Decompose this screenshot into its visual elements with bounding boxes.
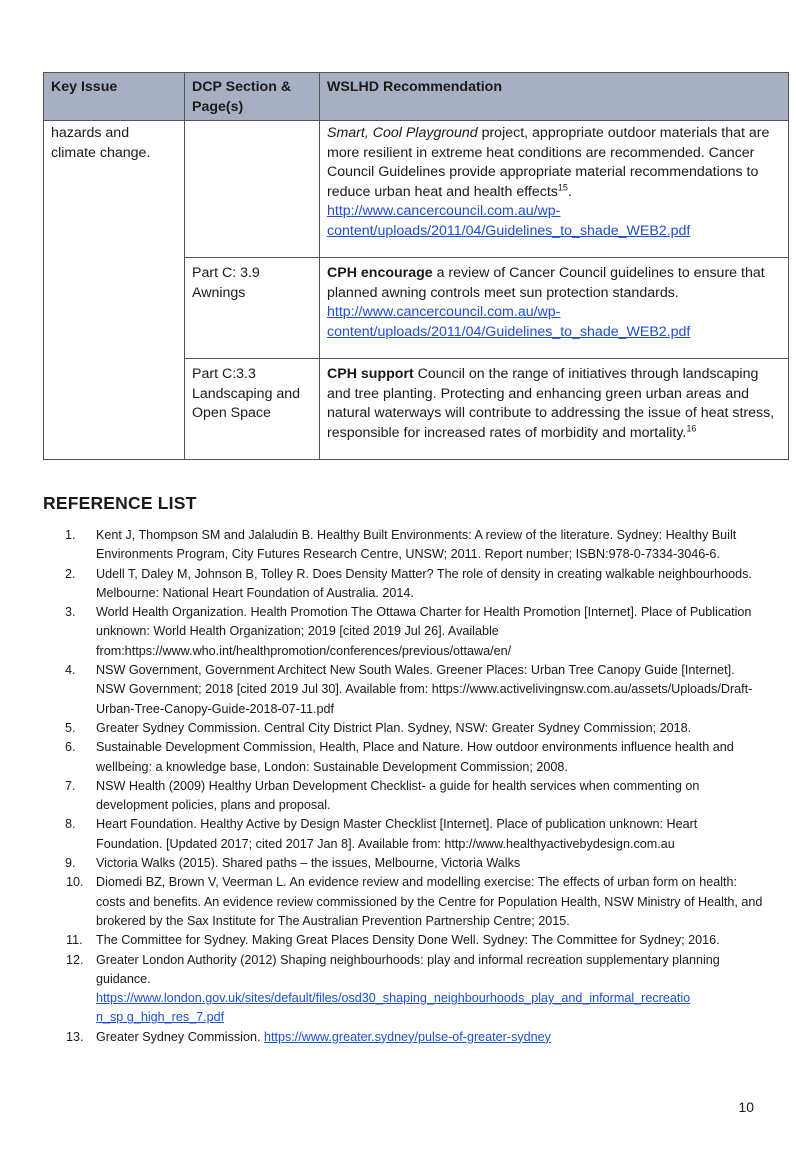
guidelines-link[interactable]	[327, 203, 690, 239]
recommendation-text: project, appropriate outdoor materials that are more resilient in extreme heat conditions are recommended. Cancer Council Guidelines provide appropriate material recommendations to reduce urban heat and health effects	[327, 125, 770, 200]
footnote-ref: 15	[557, 181, 568, 192]
key-issue-text: hazards and climate change.	[51, 125, 151, 161]
recommendation-cell	[320, 258, 789, 359]
reference-list-heading: REFERENCE LIST	[43, 493, 197, 513]
reference-text: Diomedi BZ, Brown V, Veerman L. An evidence review and modelling exercise: The effects of urban form on health: costs and benefits. An evidence review commissioned by the Centre for Population Health, NSW Ministry of Health, and brokered by the Sax Institute for The Australian Prevention Partnership Centre; 2015.	[96, 875, 763, 928]
reference-text: Victoria Walks (2015). Shared paths – the issues, Melbourne, Victoria Walks	[96, 856, 521, 871]
sentence-end: .	[567, 183, 572, 200]
page-number: 10	[738, 1099, 754, 1115]
guidelines-link[interactable]	[327, 304, 690, 340]
reference-text: World Health Organization. Health Promotion The Ottawa Charter for Health Promotion [Internet]. Place of Publication unknown: World Health Organization; 2019 [cited 2019 Jul 26]. Available from:https://www.who.int/healthpromotion/conferences/previous/ottawa/en/	[96, 605, 752, 658]
item-number: 7.	[65, 778, 76, 793]
list-item	[43, 719, 763, 738]
list-item	[43, 931, 763, 950]
recommendation-table	[43, 72, 789, 460]
section-cell	[185, 121, 320, 258]
london-guidance-link[interactable]	[96, 991, 690, 1024]
reference-text: Kent J, Thompson SM and Jalaludin B. Healthy Built Environments: A review of the literature. Sydney: Healthy Built Environments Program, City Futures Research Centre, UNSW; 2011. Report number; ISBN:978-0-7334-3046-6.	[96, 528, 737, 562]
reference-text: Greater London Authority (2012) Shaping neighbourhoods: play and informal recreation supplementary planning guidance.	[96, 952, 720, 986]
table-row	[44, 121, 789, 258]
reference-text: Greater Sydney Commission.	[96, 1029, 264, 1044]
item-number: 13.	[66, 1029, 84, 1044]
key-issue-cell	[44, 121, 185, 460]
recommendation-text: a review of Cancer Council guidelines to ensure that planned awning controls meet sun protection standards.	[327, 265, 765, 301]
item-number: 5.	[65, 720, 76, 735]
section-title: Awnings	[192, 284, 246, 301]
list-item	[43, 565, 763, 604]
reference-text: NSW Government, Government Architect New South Wales. Greener Places: Urban Tree Canopy Guide [Internet]. NSW Government; 2018 [cited 2019 Jul 30]. Available from: https://www.activelivingnsw.com.au/assets/Uploads/Draft-Urban-Tree-Canopy-Guide-2018-07-11.pdf	[96, 663, 753, 716]
link-part: http://www.cancercouncil.com.au/wp-	[327, 304, 561, 320]
item-number: 6.	[65, 740, 76, 755]
item-number: 11.	[66, 933, 83, 948]
header-dcp-section: DCP Section & Page(s)	[185, 73, 320, 121]
reference-text: The Committee for Sydney. Making Great Places Density Done Well. Sydney: The Committee for Sydney; 2016.	[96, 933, 720, 948]
link-part: http://www.cancercouncil.com.au/wp-	[327, 203, 561, 219]
item-number: 4.	[65, 663, 76, 678]
item-number: 8.	[65, 817, 76, 832]
link-part: content/uploads/2011/04/Guidelines_to_shade_WEB2.pdf	[327, 222, 691, 239]
header-recommendation: WSLHD Recommendation	[320, 73, 789, 121]
list-item	[43, 1028, 763, 1047]
reference-text: Udell T, Daley M, Johnson B, Tolley R. Does Density Matter? The role of density in creating walkable neighbourhoods. Melbourne: National Heart Foundation of Australia. 2014.	[96, 566, 752, 600]
recommendation-lead: CPH encourage	[327, 265, 433, 281]
list-item	[43, 661, 763, 719]
list-item	[43, 951, 763, 1028]
project-name: Smart, Cool Playground	[327, 125, 478, 141]
link-part: n_sp g_high_res_7.pdf	[96, 1010, 225, 1025]
link-part: content/uploads/2011/04/Guidelines_to_shade_WEB2.pdf	[327, 323, 691, 340]
list-item	[43, 854, 763, 873]
section-ref: Part C: 3.9	[192, 265, 260, 281]
link-part: https://www.london.gov.uk/sites/default/files/osd30_shaping_neighbourhoods_play_and_informal_recreatio	[96, 991, 691, 1006]
reference-text: NSW Health (2009) Healthy Urban Development Checklist- a guide for health services when commenting on development policies, plans and proposal.	[96, 778, 700, 813]
item-number: 10.	[66, 875, 84, 890]
list-item	[43, 526, 763, 565]
section-cell	[185, 258, 320, 359]
list-item	[43, 738, 763, 777]
item-number: 12.	[66, 952, 84, 967]
list-item	[43, 777, 763, 816]
recommendation-cell	[320, 359, 789, 460]
pulse-of-greater-sydney-link[interactable]: https://www.greater.sydney/pulse-of-greater-sydney	[263, 1029, 551, 1044]
section-cell	[185, 359, 320, 460]
section-ref: Part C:3.3	[192, 366, 256, 382]
section-title: Landscaping and Open Space	[192, 385, 301, 421]
list-item	[43, 815, 763, 854]
recommendation-text: Council on the range of initiatives through landscaping and tree planting. Protecting and enhancing green urban areas and natural waterways will contribute to addressing the issue of heat stress, responsible for increased rates of morbidity and mortality.	[327, 366, 775, 441]
footnote-ref: 16	[686, 422, 697, 433]
list-item	[43, 603, 763, 661]
reference-list	[43, 526, 763, 1047]
list-item	[43, 873, 763, 931]
recommendation-cell	[320, 121, 789, 258]
item-number: 9.	[65, 856, 76, 871]
reference-text: Sustainable Development Commission, Health, Place and Nature. How outdoor environments influence health and wellbeing: a knowledge base, London: Sustainable Development Commission; 2008.	[96, 740, 734, 774]
table-header-row	[44, 73, 789, 121]
item-number: 3.	[65, 605, 76, 620]
item-number: 2.	[65, 566, 76, 581]
item-number: 1.	[65, 528, 76, 542]
header-key-issue: Key Issue	[44, 73, 185, 121]
recommendation-lead: CPH support	[327, 366, 414, 382]
reference-text: Heart Foundation. Healthy Active by Design Master Checklist [Internet]. Place of publication unknown: Heart Foundation. [Updated 2017; cited 2017 Jan 8]. Available from: http://www.healthyactivebydesign.com.au	[96, 817, 698, 851]
reference-text: Greater Sydney Commission. Central City District Plan. Sydney, NSW: Greater Sydney Commission; 2018.	[96, 720, 692, 735]
